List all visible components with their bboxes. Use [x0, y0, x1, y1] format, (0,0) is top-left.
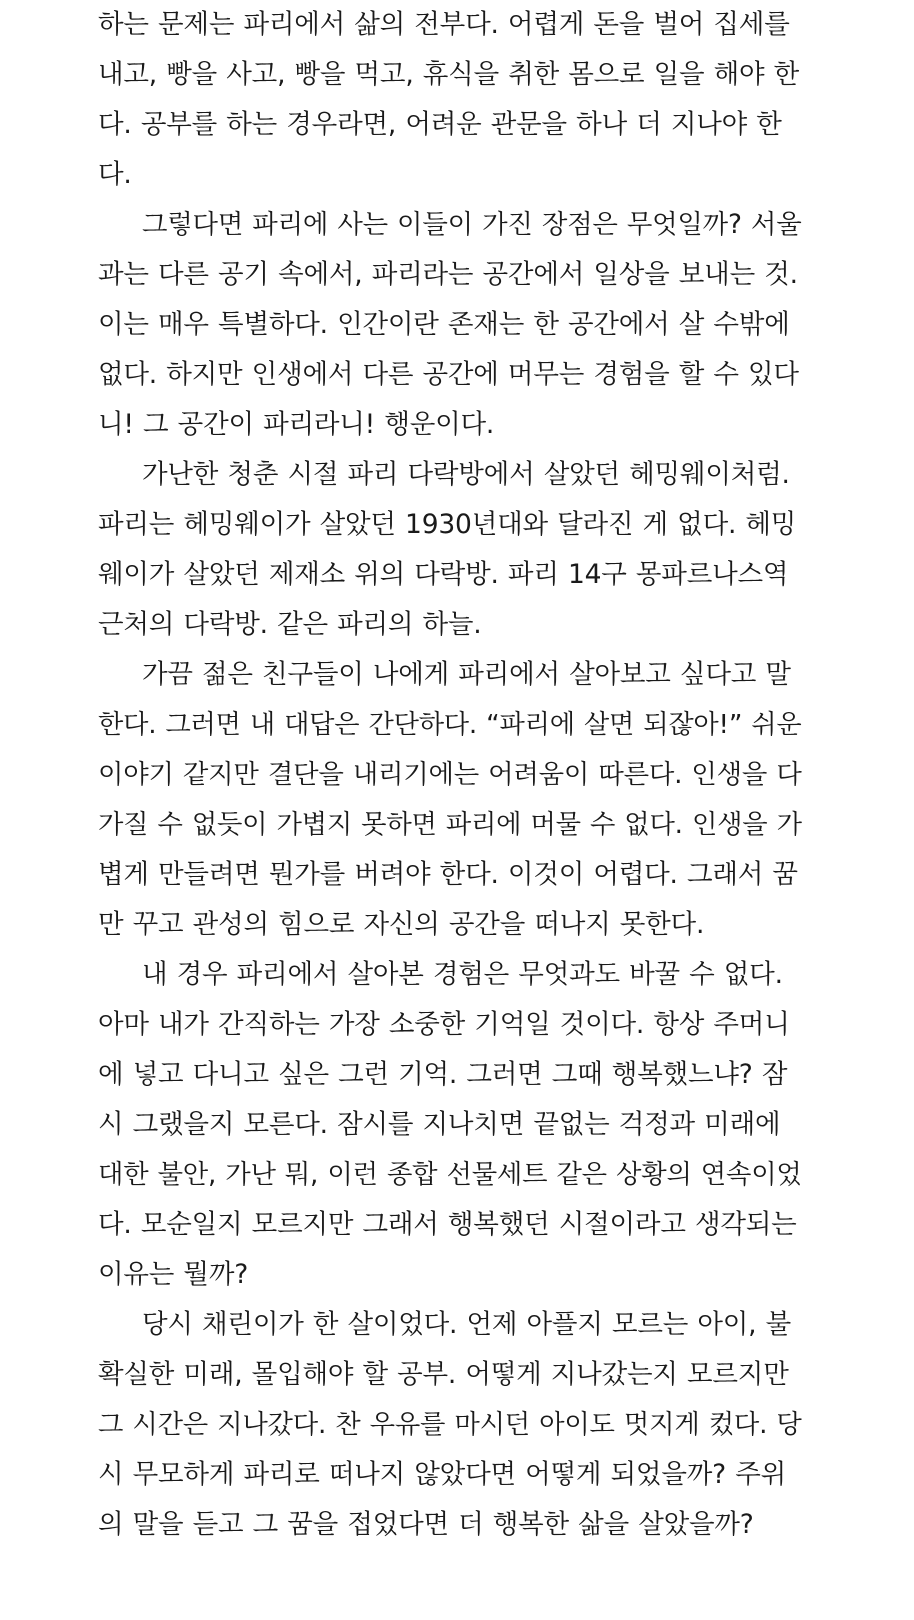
text-line: 확실한 미래, 몰입해야 할 공부. 어떻게 지나갔는지 모르지만	[98, 1359, 789, 1390]
text-line: 파리는 헤밍웨이가 살았던 1930년대와 달라진 게 없다. 헤밍	[98, 509, 797, 540]
text-line: 다. 공부를 하는 경우라면, 어려운 관문을 하나 더 지나야 한	[98, 109, 782, 140]
text-line: 근처의 다락방. 같은 파리의 하늘.	[98, 609, 482, 640]
text-line: 하는 문제는 파리에서 삶의 전부다. 어렵게 돈을 벌어 집세를	[98, 9, 790, 40]
text-line: 웨이가 살았던 제재소 위의 다락방. 파리 14구 몽파르나스역	[98, 559, 789, 590]
text-line: 에 넣고 다니고 싶은 그런 기억. 그러면 그때 행복했느냐? 잠	[98, 1059, 788, 1090]
text-line: 내고, 빵을 사고, 빵을 먹고, 휴식을 취한 몸으로 일을 해야 한	[98, 59, 800, 90]
text-line: 시 그랬을지 모른다. 잠시를 지나치면 끝없는 걱정과 미래에	[98, 1109, 781, 1140]
paragraph-5	[98, 950, 804, 1300]
text-line: 한다. 그러면 내 대답은 간단하다. “파리에 살면 되잖아!” 쉬운	[98, 710, 802, 740]
text-line: 가난한 청춘 시절 파리 다락방에서 살았던 헤밍웨이처럼.	[142, 459, 790, 490]
text-line: 이유는 뭘까?	[98, 1259, 249, 1290]
text-line: 다.	[98, 159, 132, 190]
text-line: 볍게 만들려면 뭔가를 버려야 한다. 이것이 어렵다. 그래서 꿈	[98, 859, 798, 890]
paragraph-3	[98, 450, 804, 650]
text-line: 이야기 같지만 결단을 내리기에는 어려움이 따른다. 인생을 다	[98, 760, 802, 790]
paragraph-1	[98, 0, 804, 200]
text-line: 내 경우 파리에서 살아본 경험은 무엇과도 바꿀 수 없다.	[142, 959, 783, 990]
text-line: 대한 불안, 가난 뭐, 이런 종합 선물세트 같은 상황의 연속이었	[98, 1160, 802, 1190]
paragraph-2	[98, 200, 804, 450]
text-line: 가끔 젊은 친구들이 나에게 파리에서 살아보고 싶다고 말	[142, 659, 791, 690]
text-line: 없다. 하지만 인생에서 다른 공간에 머무는 경험을 할 수 있다	[98, 359, 799, 390]
text-line: 니! 그 공간이 파리라니! 행운이다.	[98, 409, 495, 440]
text-line: 의 말을 듣고 그 꿈을 접었다면 더 행복한 삶을 살았을까?	[98, 1509, 754, 1540]
text-line: 당시 채린이가 한 살이었다. 언제 아플지 모르는 아이, 불	[142, 1309, 792, 1340]
paragraph-4	[98, 650, 804, 950]
text-line: 다. 모순일지 모르지만 그래서 행복했던 시절이라고 생각되는	[98, 1209, 797, 1240]
text-line: 만 꾸고 관성의 힘으로 자신의 공간을 떠나지 못한다.	[98, 909, 705, 940]
text-line: 아마 내가 간직하는 가장 소중한 기억일 것이다. 항상 주머니	[98, 1009, 790, 1040]
text-line: 그렇다면 파리에 사는 이들이 가진 장점은 무엇일까? 서울	[142, 210, 802, 240]
text-line: 과는 다른 공기 속에서, 파리라는 공간에서 일상을 보내는 것.	[98, 259, 798, 290]
text-line: 시 무모하게 파리로 떠나지 않았다면 어떻게 되었을까? 주위	[98, 1459, 787, 1490]
text-line: 이는 매우 특별하다. 인간이란 존재는 한 공간에서 살 수밖에	[98, 309, 790, 340]
text-line: 그 시간은 지나갔다. 찬 우유를 마시던 아이도 멋지게 컸다. 당	[98, 1410, 802, 1440]
text-line: 가질 수 없듯이 가볍지 못하면 파리에 머물 수 없다. 인생을 가	[98, 810, 802, 840]
book-page	[98, 0, 804, 1550]
paragraph-6	[98, 1300, 804, 1550]
